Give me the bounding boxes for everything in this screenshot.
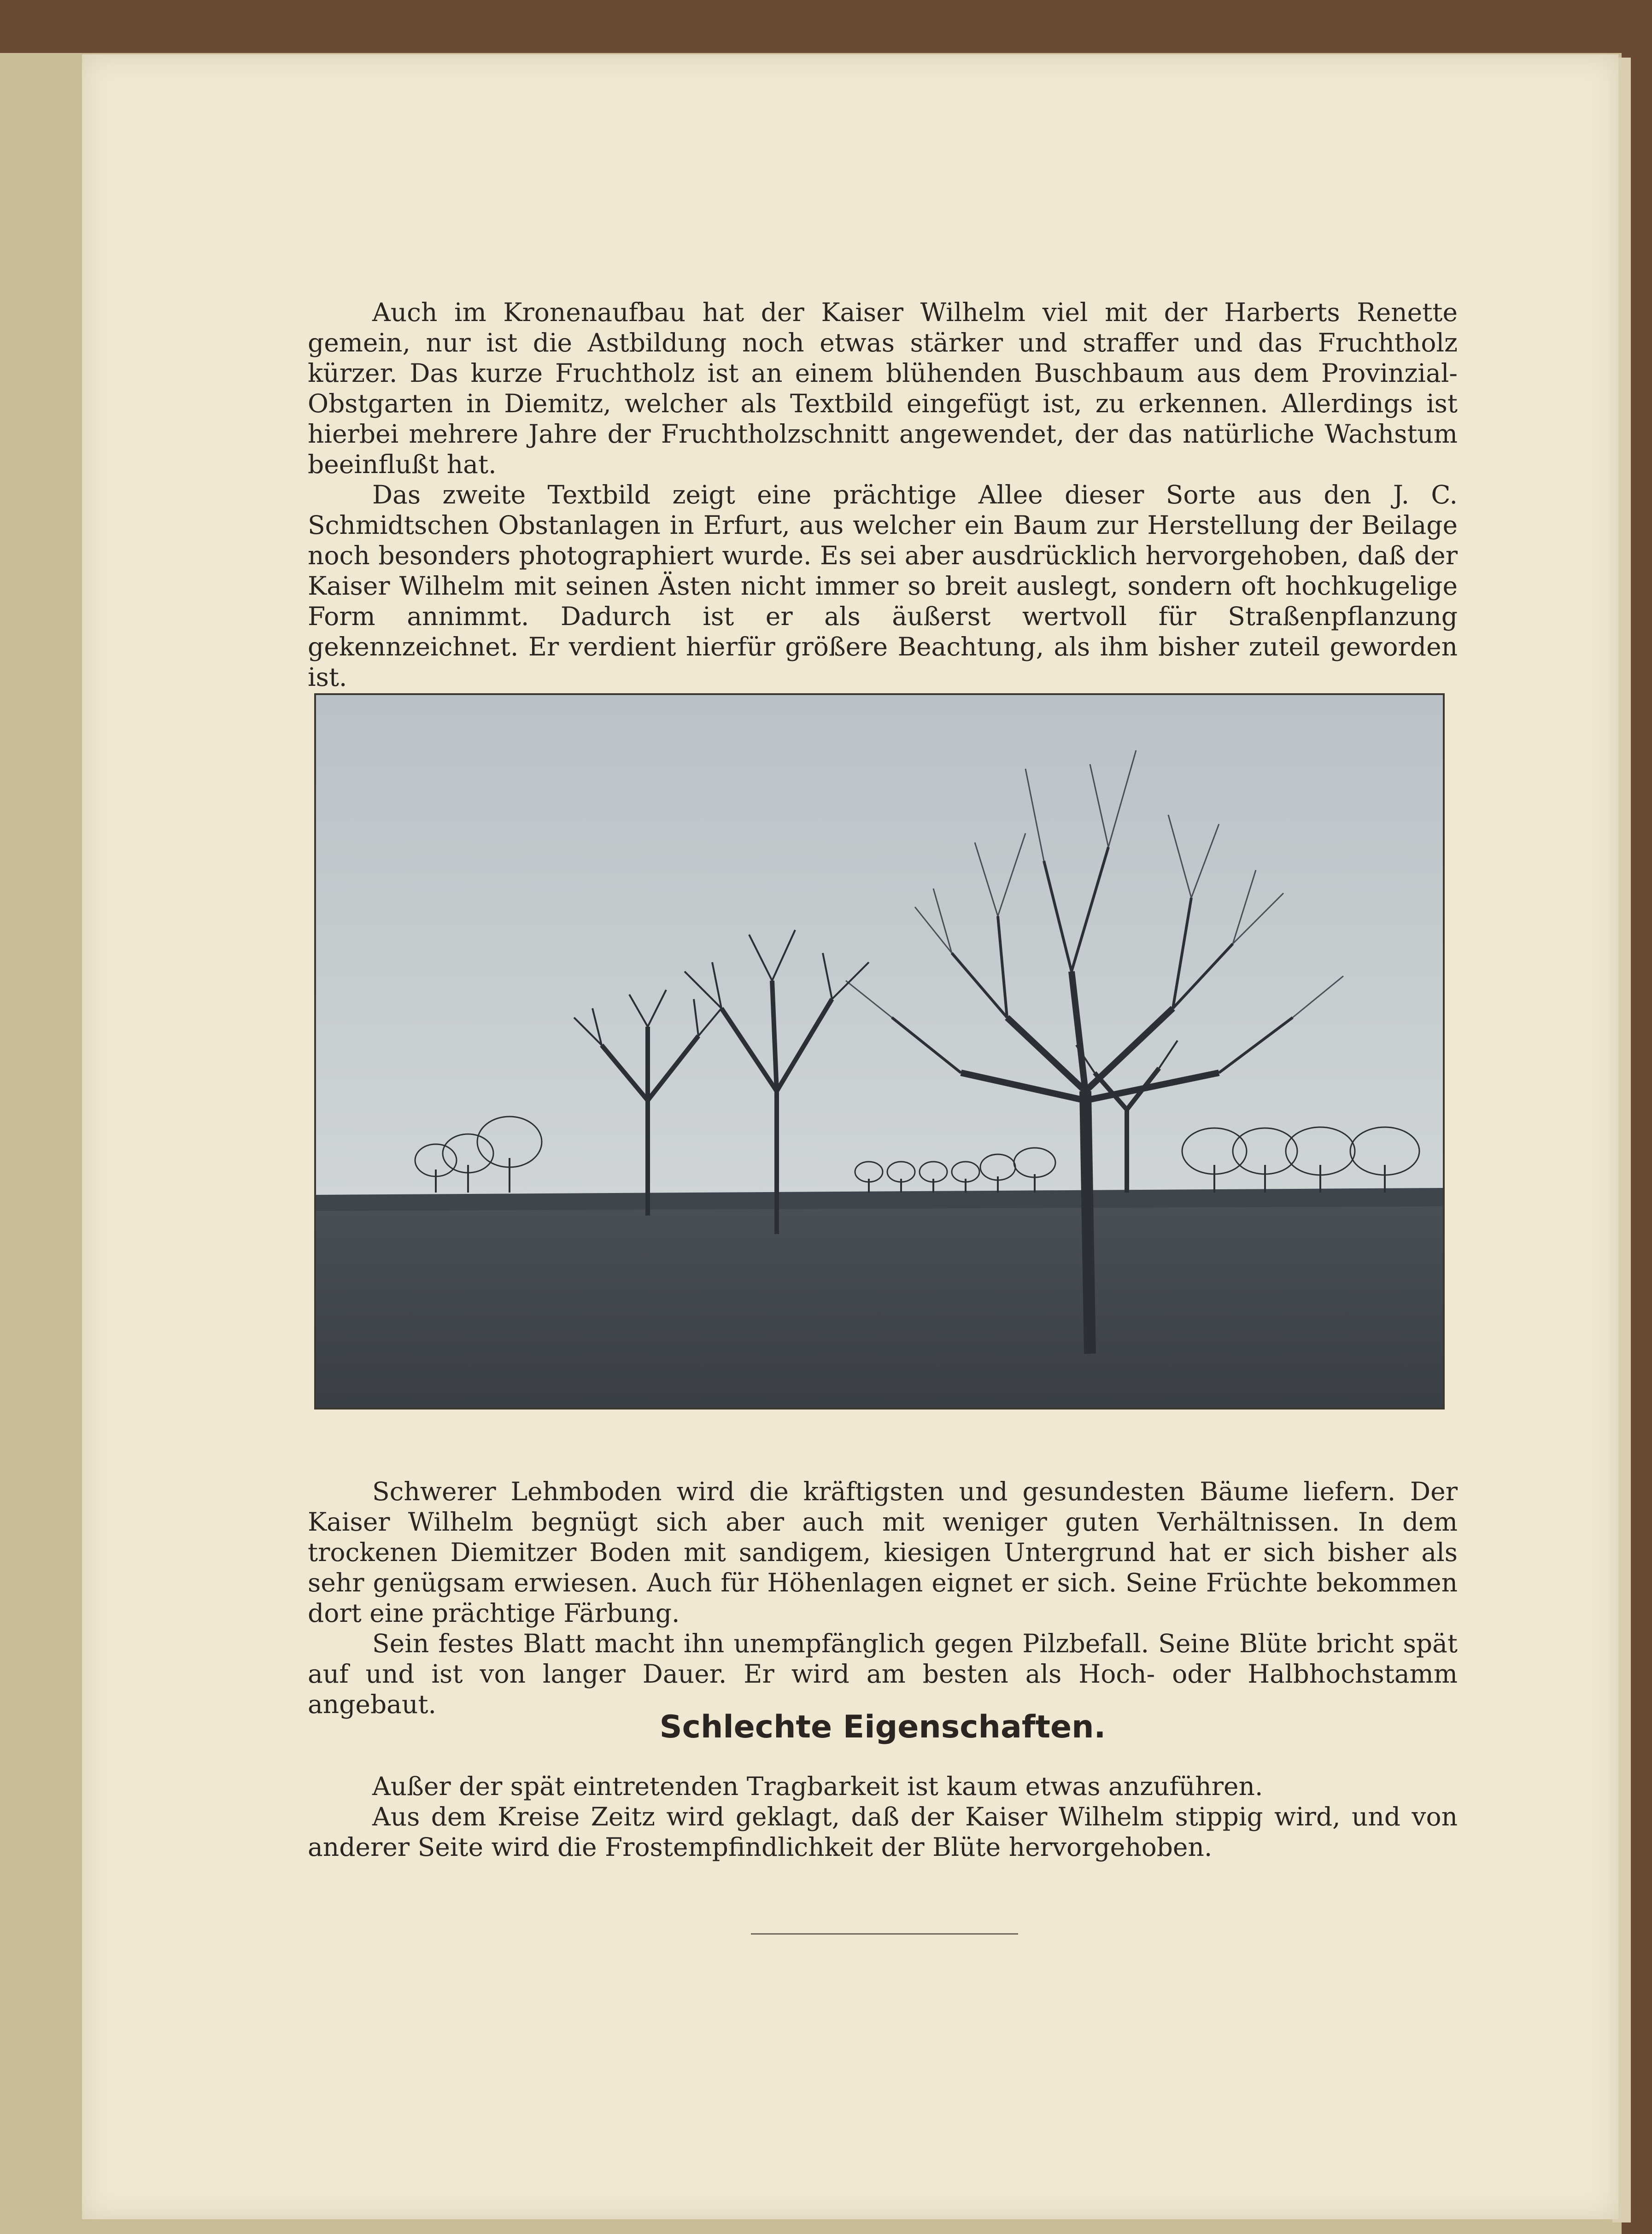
tree-avenue-photo-icon	[316, 695, 1443, 1408]
section-heading: Schlechte Eigenschaften.	[659, 1709, 1106, 1745]
paragraph-soil: Schwerer Lehmboden wird die kräftigsten und gesundesten Bäume liefern. Der Kaiser Wilhelm begnügt sich aber auch mit weniger guten Verhältnissen. In dem trockenen Diemitzer Boden mit sandigem, kiesigen Untergrund hat er sich bisher als sehr genügsam erwiesen. Auch für Höhenlagen eignet er sich. Seine Früchte bekommen dort eine prächtige Färbung.	[308, 1477, 1458, 1628]
paragraph-leaf: Sein festes Blatt macht ihn unempfänglich gegen Pilzbefall. Seine Blüte bricht spät auf und ist von langer Dauer. Er wird am besten als Hoch- oder Halbhochstamm angebaut.	[308, 1629, 1458, 1719]
paragraph-bearing: Außer der spät eintretenden Tragbarkeit ist kaum etwas anzuführen.	[372, 1772, 1263, 1801]
top-text-block	[308, 297, 1458, 692]
paragraph-frost: Aus dem Kreise Zeitz wird geklagt, daß der Kaiser Wilhelm stippig wird, und von anderer Seite wird die Frostempfindlichkeit der Blüte hervorgehoben.	[308, 1802, 1458, 1862]
bottom-text-block	[308, 1476, 1458, 1719]
end-rule-divider	[751, 1933, 1018, 1935]
end-text-block	[308, 1771, 1458, 1862]
paragraph-avenue-photo: Das zweite Textbild zeigt eine prächtige Allee dieser Sorte aus den J. C. Schmidtschen Obstanlagen in Erfurt, aus welcher ein Baum zur Herstellung der Beilage noch besonders photographiert wurde. Es sei aber ausdrücklich hervorgehoben, daß der Kaiser Wilhelm mit seinen Ästen nicht immer so breit auslegt, sondern oft hochkugelige Form annimmt. Dadurch ist er als äußerst wertvoll für Straßenpflanzung gekennzeichnet. Er verdient hierfür größere Beachtung, als ihm bisher zuteil geworden ist.	[308, 480, 1458, 692]
avenue-photograph	[314, 693, 1445, 1409]
paragraph-crown-structure: Auch im Kronenaufbau hat der Kaiser Wilhelm viel mit der Harberts Renette gemein, nur ist die Astbildung noch etwas stärker und straffer und das Fruchtholz kürzer. Das kurze Fruchtholz ist an einem blühenden Buschbaum aus dem Provinzial-Obstgarten in Diemitz, welcher als Textbild eingefügt ist, zu erkennen. Allerdings ist hierbei mehrere Jahre der Fruchtholzschnitt angewendet, der das natürliche Wachstum beeinflußt hat.	[308, 298, 1458, 479]
